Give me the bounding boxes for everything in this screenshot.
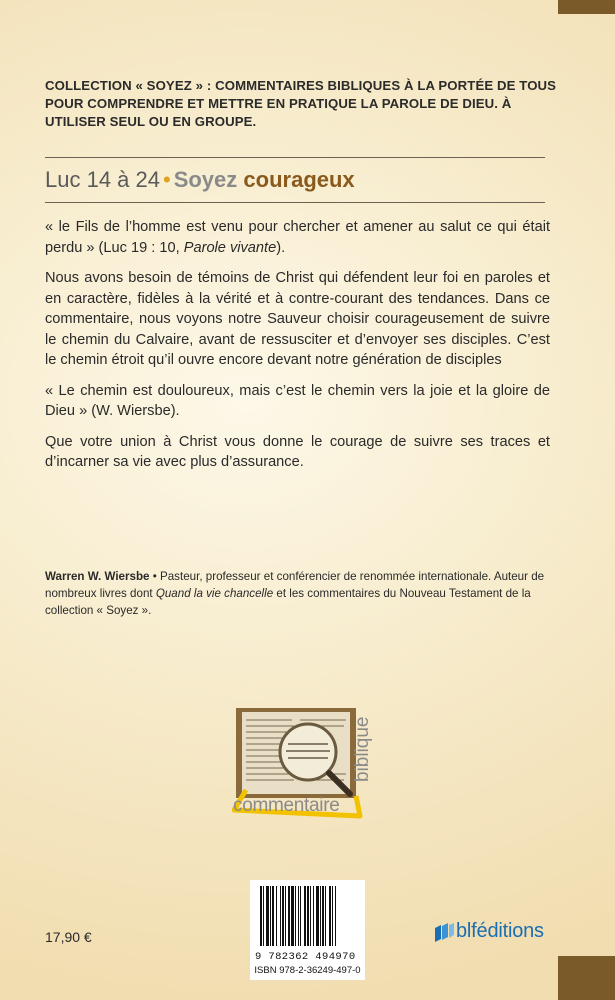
paragraph-closing: Que votre union à Christ vous donne le courage de suivre ses traces et d’incarner sa vie avec plus d’assurance. [45,433,550,470]
isbn: ISBN 978-2-36249-497-0 [254,965,361,976]
barcode-bar [304,886,306,946]
barcode-bar [298,886,299,946]
barcode-bar [335,886,336,946]
barcode-bar [260,886,262,946]
book-title [45,166,355,194]
barcode-bar [266,886,269,946]
barcode-bar [291,886,294,946]
title-bullet: • [162,167,171,192]
barcode-bar [329,886,331,946]
barcode-bar [300,886,301,946]
barcode-bar [280,886,281,946]
paragraph-description: Nous avons besoin de témoins de Christ qui défendent leur foi en paroles et en caractère, fidèles à la vérité et à contre-courant des tendances. Dans ce commentaire, nous voyons notre Sauveur choisir courageusement de suivre le chemin du Calvaire, avant de ressusciter et d’envoyer ses disciples. C’est le chemin étroit qu’il ouvre encore devant notre génération de disciples [45,270,550,368]
barcode-bar [313,886,314,946]
barcode-bar [263,886,264,946]
barcode-bar [276,886,277,946]
back-cover-text [45,217,550,483]
title-courageux: courageux [243,167,355,192]
collection-blurb: COLLECTION « SOYEZ » : COMMENTAIRES BIBLIQUES À LA PORTÉE DE TOUS POUR COMPRENDRE ET METTRE EN PRATIQUE LA PAROLE DE DIEU. À UTILISER SEUL OU EN GROUPE. [45,78,557,129]
publisher-name: blféditions [456,920,544,942]
book-pages-icon [433,922,455,944]
logo-word-biblique: biblique [352,716,373,782]
author-name: Warren W. Wiersbe [45,570,150,583]
magnifier-bible-icon [236,708,356,798]
barcode [258,886,358,948]
book-reference: Quand la vie chancelle [155,587,274,600]
barcode-bar [320,886,321,946]
barcode-bar [272,886,274,946]
quote-luke: « le Fils de l’homme est venu pour chercher et amener au salut ce qui était perdu » (Luc 19 : 10, Parole vivante). [45,219,550,256]
title-book: Luc 14 à 24 [45,167,160,192]
quote-wiersbe: « Le chemin est douloureux, mais c’est le chemin vers la joie et la gloire de Dieu » (W. Wiersbe). [45,382,550,419]
barcode-bar [332,886,333,946]
corner-band-bottom [558,956,615,1000]
barcode-bar [325,886,326,946]
barcode-bar [295,886,296,946]
quote-source: Parole vivante [183,239,277,256]
barcode-bar [310,886,311,946]
price: 17,90 € [45,929,92,945]
corner-band-top [558,0,615,14]
divider-bottom [45,202,545,203]
barcode-digits: 9 782362 494970 [255,951,356,963]
barcode-bar [288,886,290,946]
divider-top [45,157,545,158]
author-bio: Warren W. Wiersbe • Pasteur, professeur et conférencier de renommée internationale. Auteur de nombreux livres dont Quand la vie chancelle et les commentaires du Nouveau Testament de la collection « Soyez ». [45,570,545,617]
barcode-bar [316,886,319,946]
barcode-bar [285,886,286,946]
barcode-bar [270,886,271,946]
barcode-bar [282,886,284,946]
logo-word-commentaire: commentaire [233,795,340,816]
barcode-bar [307,886,309,946]
title-soyez: Soyez [173,167,238,192]
barcode-bar [322,886,324,946]
